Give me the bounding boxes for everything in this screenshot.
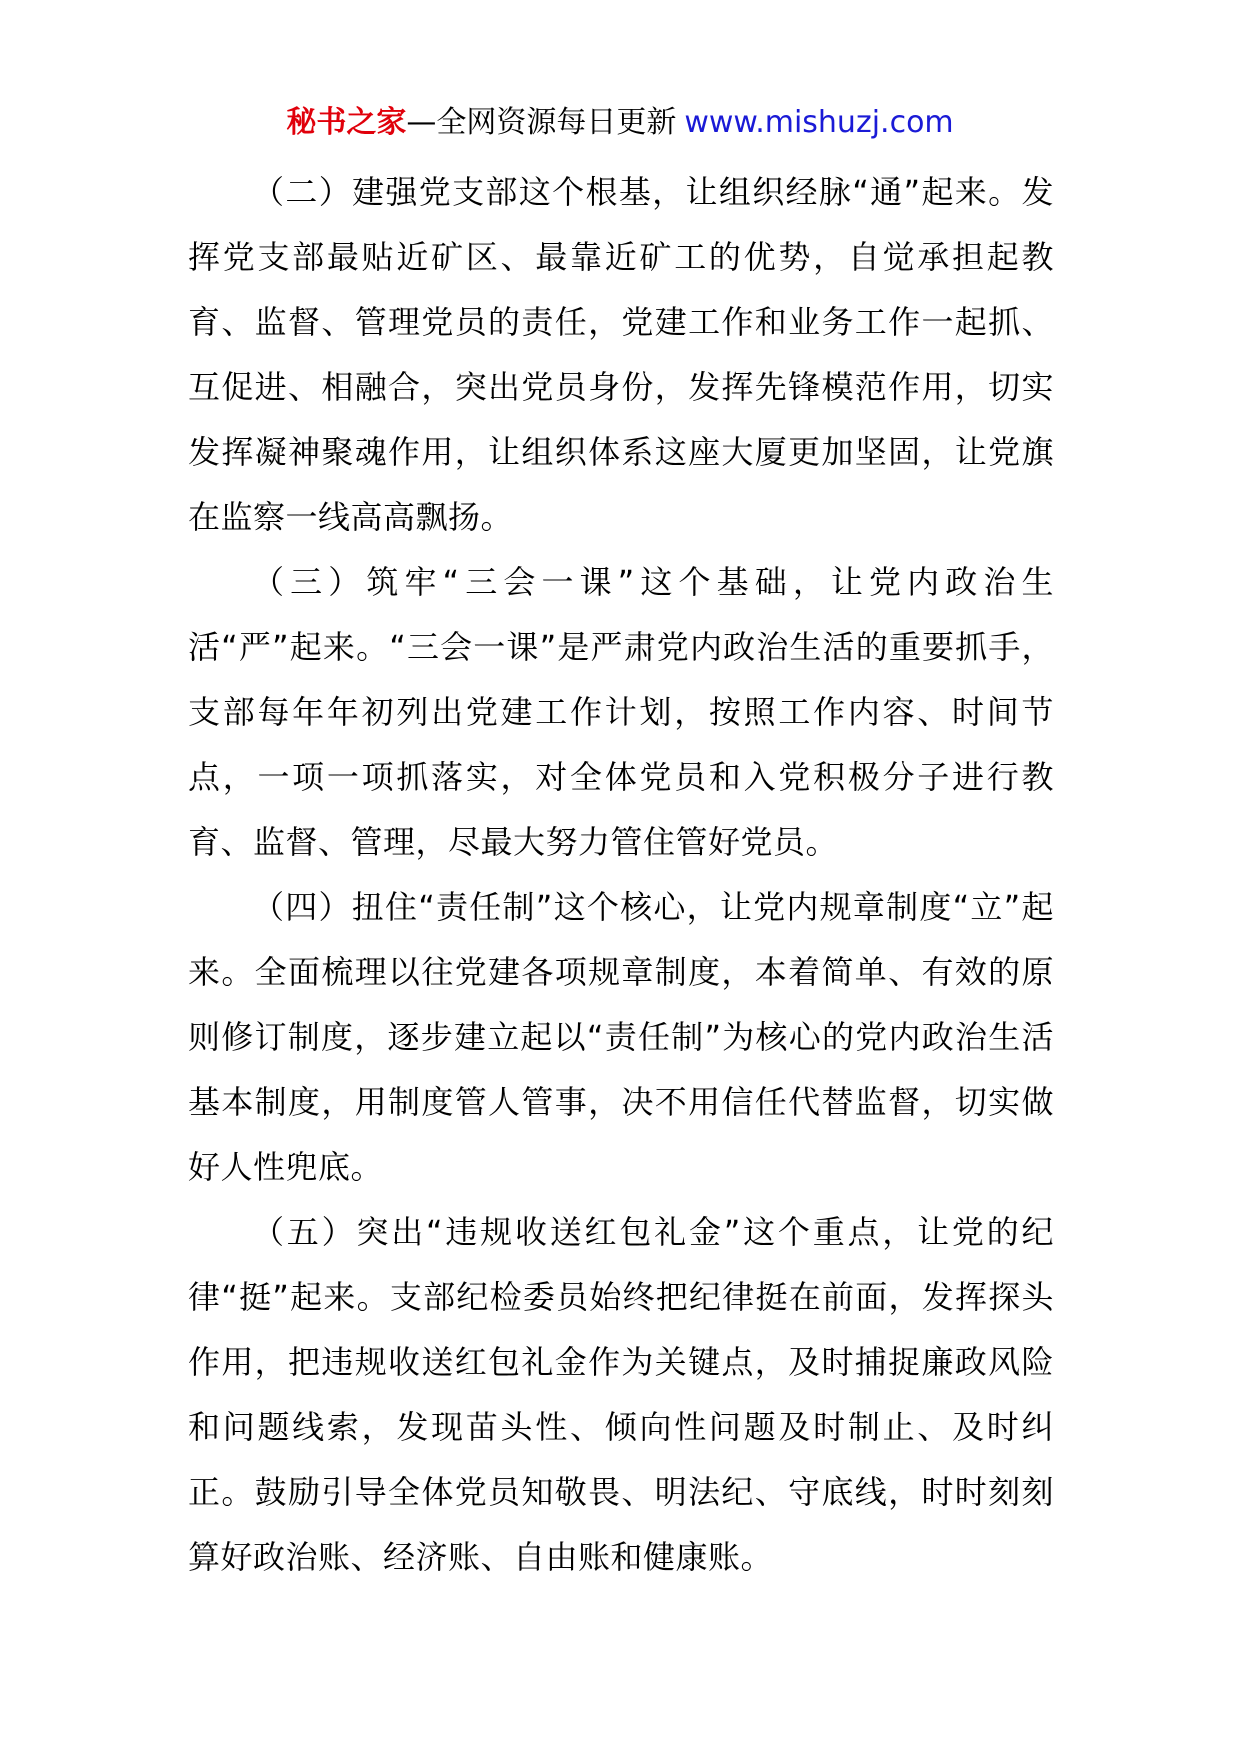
header-brand: 秘书之家 <box>286 105 407 140</box>
paragraph-2: （二）建强党支部这个根基，让组织经脉“通”起来。发挥党支部最贴近矿区、最靠近矿工的优势，自觉承担起教育、监督、管理党员的责任，党建工作和业务工作一起抓、互促进、相融合，突出党员身份，发挥先锋模范作用，切实发挥凝神聚魂作用，让组织体系这座大厦更加坚固，让党旗在监察一线高高飘扬。 <box>188 173 1054 536</box>
page-header <box>0 100 1240 146</box>
paragraph-5: （五）突出“违规收送红包礼金”这个重点，让党的纪律“挺”起来。支部纪检委员始终把纪律挺在前面，发挥探头作用，把违规收送红包礼金作为关键点，及时捕捉廉政风险和问题线索，发现苗头性、倾向性问题及时制止、及时纠正。鼓励引导全体党员知敬畏、明法纪、守底线，时时刻刻算好政治账、经济账、自由账和健康账。 <box>188 1213 1054 1576</box>
paragraph-4: （四）扭住“责任制”这个核心，让党内规章制度“立”起来。全面梳理以往党建各项规章制度，本着简单、有效的原则修订制度，逐步建立起以“责任制”为核心的党内政治生活基本制度，用制度管人管事，决不用信任代替监督，切实做好人性兜底。 <box>188 888 1054 1186</box>
header-tagline: —全网资源每日更新 <box>406 105 677 140</box>
paragraph-3: （三）筑牢“三会一课”这个基础，让党内政治生活“严”起来。“三会一课”是严肃党内政治生活的重要抓手，支部每年年初列出党建工作计划，按照工作内容、时间节点，一项一项抓落实，对全体党员和入党积极分子进行教育、监督、管理，尽最大努力管住管好党员。 <box>188 563 1054 861</box>
header-site-url[interactable]: www.mishuzj.com <box>684 105 954 140</box>
document-body <box>188 160 1054 1590</box>
